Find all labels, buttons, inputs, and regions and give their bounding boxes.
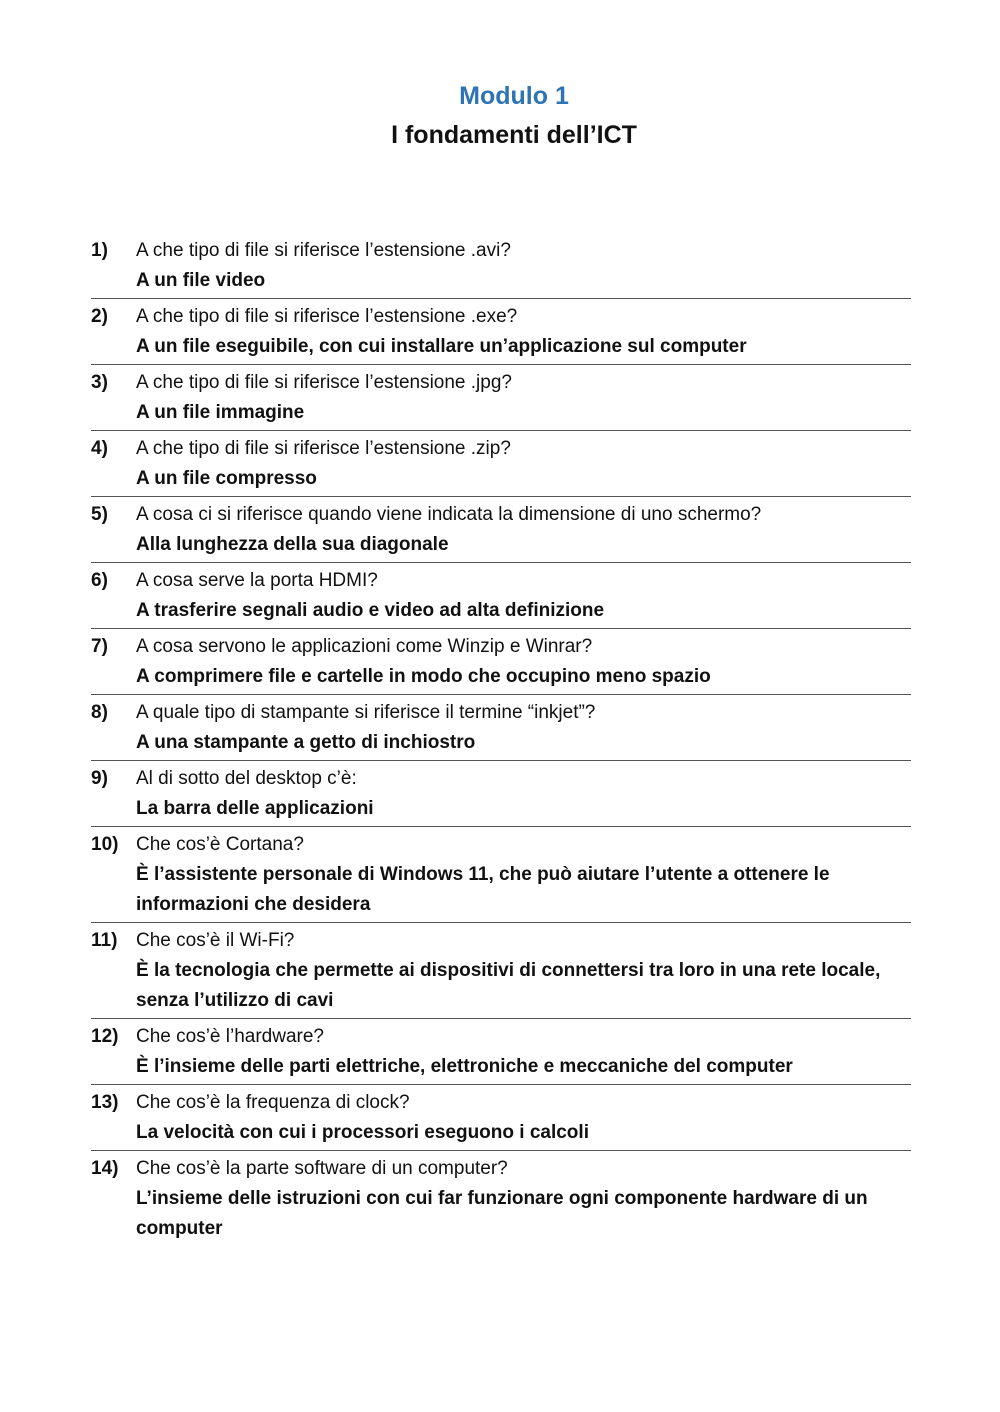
- qa-question: Che cos’è Cortana?: [136, 834, 304, 855]
- qa-body: [136, 925, 911, 1016]
- module-subtitle: I fondamenti dell’ICT: [391, 121, 637, 149]
- qa-answer: A un file compresso: [136, 468, 317, 489]
- qa-number: 8): [91, 702, 108, 723]
- qa-item: [91, 923, 911, 1019]
- qa-answer: La barra delle applicazioni: [136, 798, 374, 819]
- qa-question: A che tipo di file si riferisce l’estensione .avi?: [136, 240, 511, 261]
- qa-number: 9): [91, 768, 108, 789]
- qa-number: 13): [91, 1092, 119, 1113]
- module-title: Modulo 1: [459, 82, 569, 110]
- qa-question: A cosa servono le applicazioni come Winzip e Winrar?: [136, 636, 593, 657]
- qa-item: [91, 299, 911, 365]
- qa-item: [91, 629, 911, 695]
- qa-answer: A un file immagine: [136, 402, 305, 423]
- qa-question: Che cos’è la frequenza di clock?: [136, 1092, 410, 1113]
- qa-body: [136, 1153, 911, 1244]
- qa-body: [136, 367, 911, 428]
- qa-item: [91, 1019, 911, 1085]
- qa-number: 4): [91, 438, 108, 459]
- qa-item: [91, 695, 911, 761]
- qa-body: [136, 1087, 911, 1148]
- qa-item: [91, 1151, 911, 1246]
- qa-body: [136, 697, 911, 758]
- qa-body: [136, 301, 911, 362]
- qa-answer: A un file eseguibile, con cui installare un’applicazione sul computer: [136, 336, 747, 357]
- qa-body: [136, 631, 911, 692]
- qa-body: [136, 499, 911, 560]
- qa-answer: A un file video: [136, 270, 266, 291]
- qa-question: A che tipo di file si riferisce l’estensione .zip?: [136, 438, 511, 459]
- qa-answer: È la tecnologia che permette ai dispositivi di connettersi tra loro in una rete locale, senza l’utilizzo di cavi: [136, 960, 881, 1011]
- qa-answer: A trasferire segnali audio e video ad alta definizione: [136, 600, 605, 621]
- qa-number: 14): [91, 1158, 119, 1179]
- qa-answer: L’insieme delle istruzioni con cui far funzionare ogni componente hardware di un computer: [136, 1188, 868, 1239]
- qa-number: 7): [91, 636, 108, 657]
- qa-item: [91, 1085, 911, 1151]
- qa-number: 2): [91, 306, 108, 327]
- qa-number: 5): [91, 504, 108, 525]
- qa-item: [91, 761, 911, 827]
- qa-item: [91, 497, 911, 563]
- qa-number: 12): [91, 1026, 119, 1047]
- qa-question: Che cos’è il Wi-Fi?: [136, 930, 295, 951]
- qa-question: A che tipo di file si riferisce l’estensione .jpg?: [136, 372, 512, 393]
- qa-question: A cosa serve la porta HDMI?: [136, 570, 378, 591]
- qa-item: [91, 431, 911, 497]
- qa-item: [91, 233, 911, 299]
- qa-item: [91, 827, 911, 923]
- qa-number: 10): [91, 834, 119, 855]
- qa-item: [91, 365, 911, 431]
- qa-question: Che cos’è la parte software di un computer?: [136, 1158, 508, 1179]
- qa-question: Che cos’è l’hardware?: [136, 1026, 324, 1047]
- qa-question: Al di sotto del desktop c’è:: [136, 768, 357, 789]
- qa-body: [136, 829, 911, 920]
- qa-number: 3): [91, 372, 108, 393]
- qa-question: A cosa ci si riferisce quando viene indicata la dimensione di uno schermo?: [136, 504, 762, 525]
- qa-number: 6): [91, 570, 108, 591]
- qa-number: 11): [91, 930, 118, 951]
- qa-body: [136, 235, 911, 296]
- qa-body: [136, 763, 911, 824]
- qa-answer: A una stampante a getto di inchiostro: [136, 732, 476, 753]
- qa-body: [136, 1021, 911, 1082]
- qa-list: [91, 233, 911, 1246]
- qa-item: [91, 563, 911, 629]
- qa-answer: A comprimere file e cartelle in modo che occupino meno spazio: [136, 666, 711, 687]
- qa-answer: È l’insieme delle parti elettriche, elettroniche e meccaniche del computer: [136, 1056, 793, 1077]
- qa-question: A quale tipo di stampante si riferisce il termine “inkjet”?: [136, 702, 596, 723]
- qa-answer: La velocità con cui i processori eseguono i calcoli: [136, 1122, 589, 1143]
- qa-number: 1): [91, 240, 108, 261]
- qa-body: [136, 433, 911, 494]
- qa-answer: Alla lunghezza della sua diagonale: [136, 534, 449, 555]
- qa-answer: È l’assistente personale di Windows 11, che può aiutare l’utente a ottenere le informazioni che desidera: [136, 864, 830, 915]
- qa-question: A che tipo di file si riferisce l’estensione .exe?: [136, 306, 518, 327]
- qa-body: [136, 565, 911, 626]
